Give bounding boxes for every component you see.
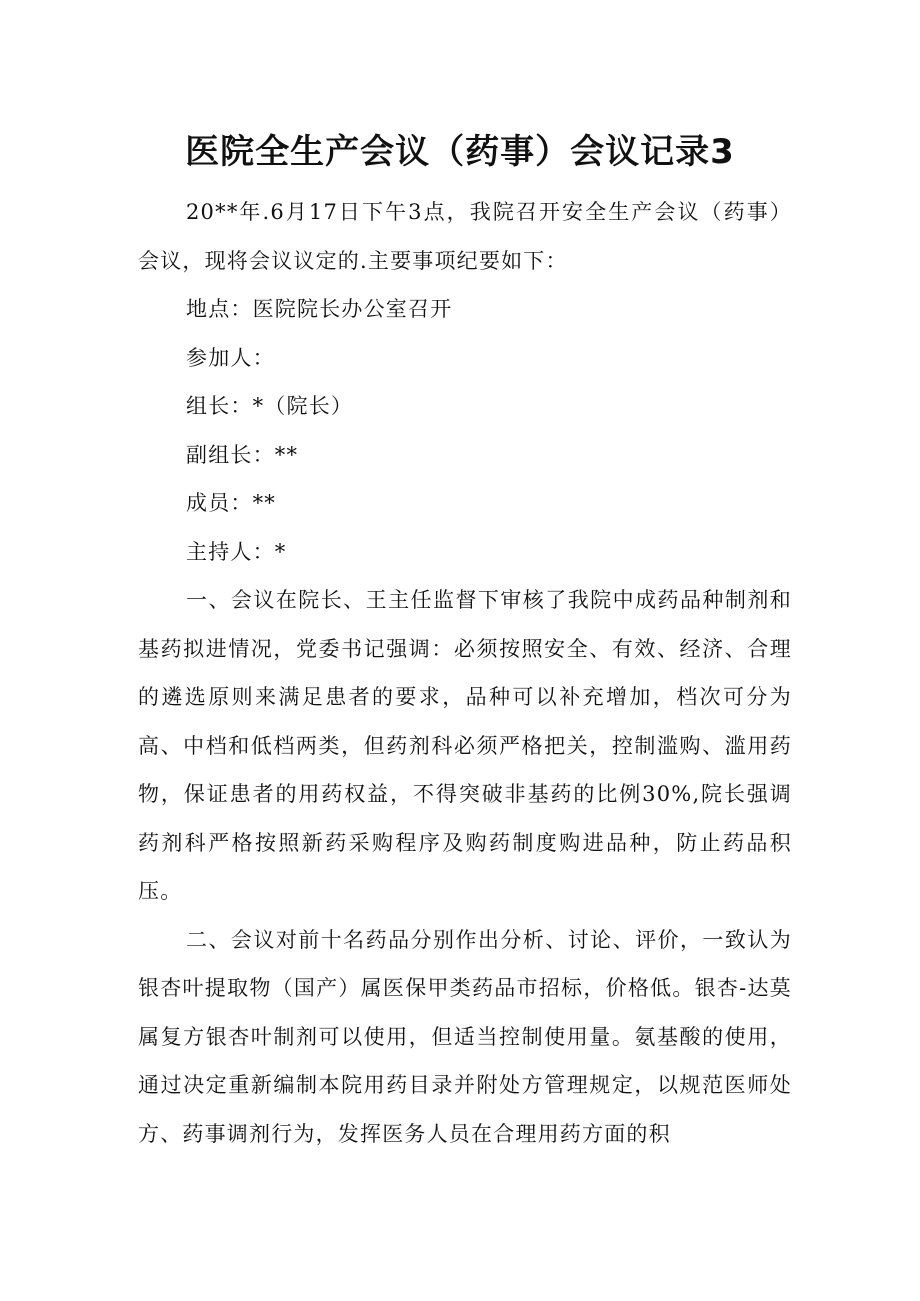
page-title: 医院全生产会议（药事）会议记录3 <box>185 132 735 172</box>
deputy-leader-line: 副组长：** <box>186 442 299 467</box>
section-two-paragraph: 二、会议对前十名药品分别作出分析、讨论、评价，一致认为银杏叶提取物（国产）属医保甲类药品市招标，价格低。银杏-达莫属复方银杏叶制剂可以使用，但适当控制使用量。氨基酸的使用，通过决定重新编制本院用药目录并附处方管理规定，以规范医师处方、药事调剂行为，发挥医务人员在合理用药方面的积 <box>138 927 792 1146</box>
section-one-paragraph: 一、会议在院长、王主任监督下审核了我院中成药品种制剂和基药拟进情况，党委书记强调：必须按照安全、有效、经济、合理的遴选原则来满足患者的要求，品种可以补充增加，档次可分为高、中档和低档两类，但药剂科必须严格把关，控制滥购、滥用药物，保证患者的用药权益，不得突破非基药的比例30%,院长强调药剂科严格按照新药采购程序及购药制度购进品种，防止药品积压。 <box>138 588 792 903</box>
participants-label: 参加人： <box>186 345 275 370</box>
leader-line: 组长：*（院长） <box>186 394 354 418</box>
document-body <box>138 188 792 1158</box>
location-line: 地点：医院院长办公室召开 <box>186 297 453 321</box>
intro-paragraph: 20**年.6月17日下午3点，我院召开安全生产会议（药事）会议，现将会议议定的.主要事项纪要如下： <box>138 200 792 273</box>
members-line: 成员：** <box>186 491 276 515</box>
host-line: 主持人：* <box>186 539 287 564</box>
